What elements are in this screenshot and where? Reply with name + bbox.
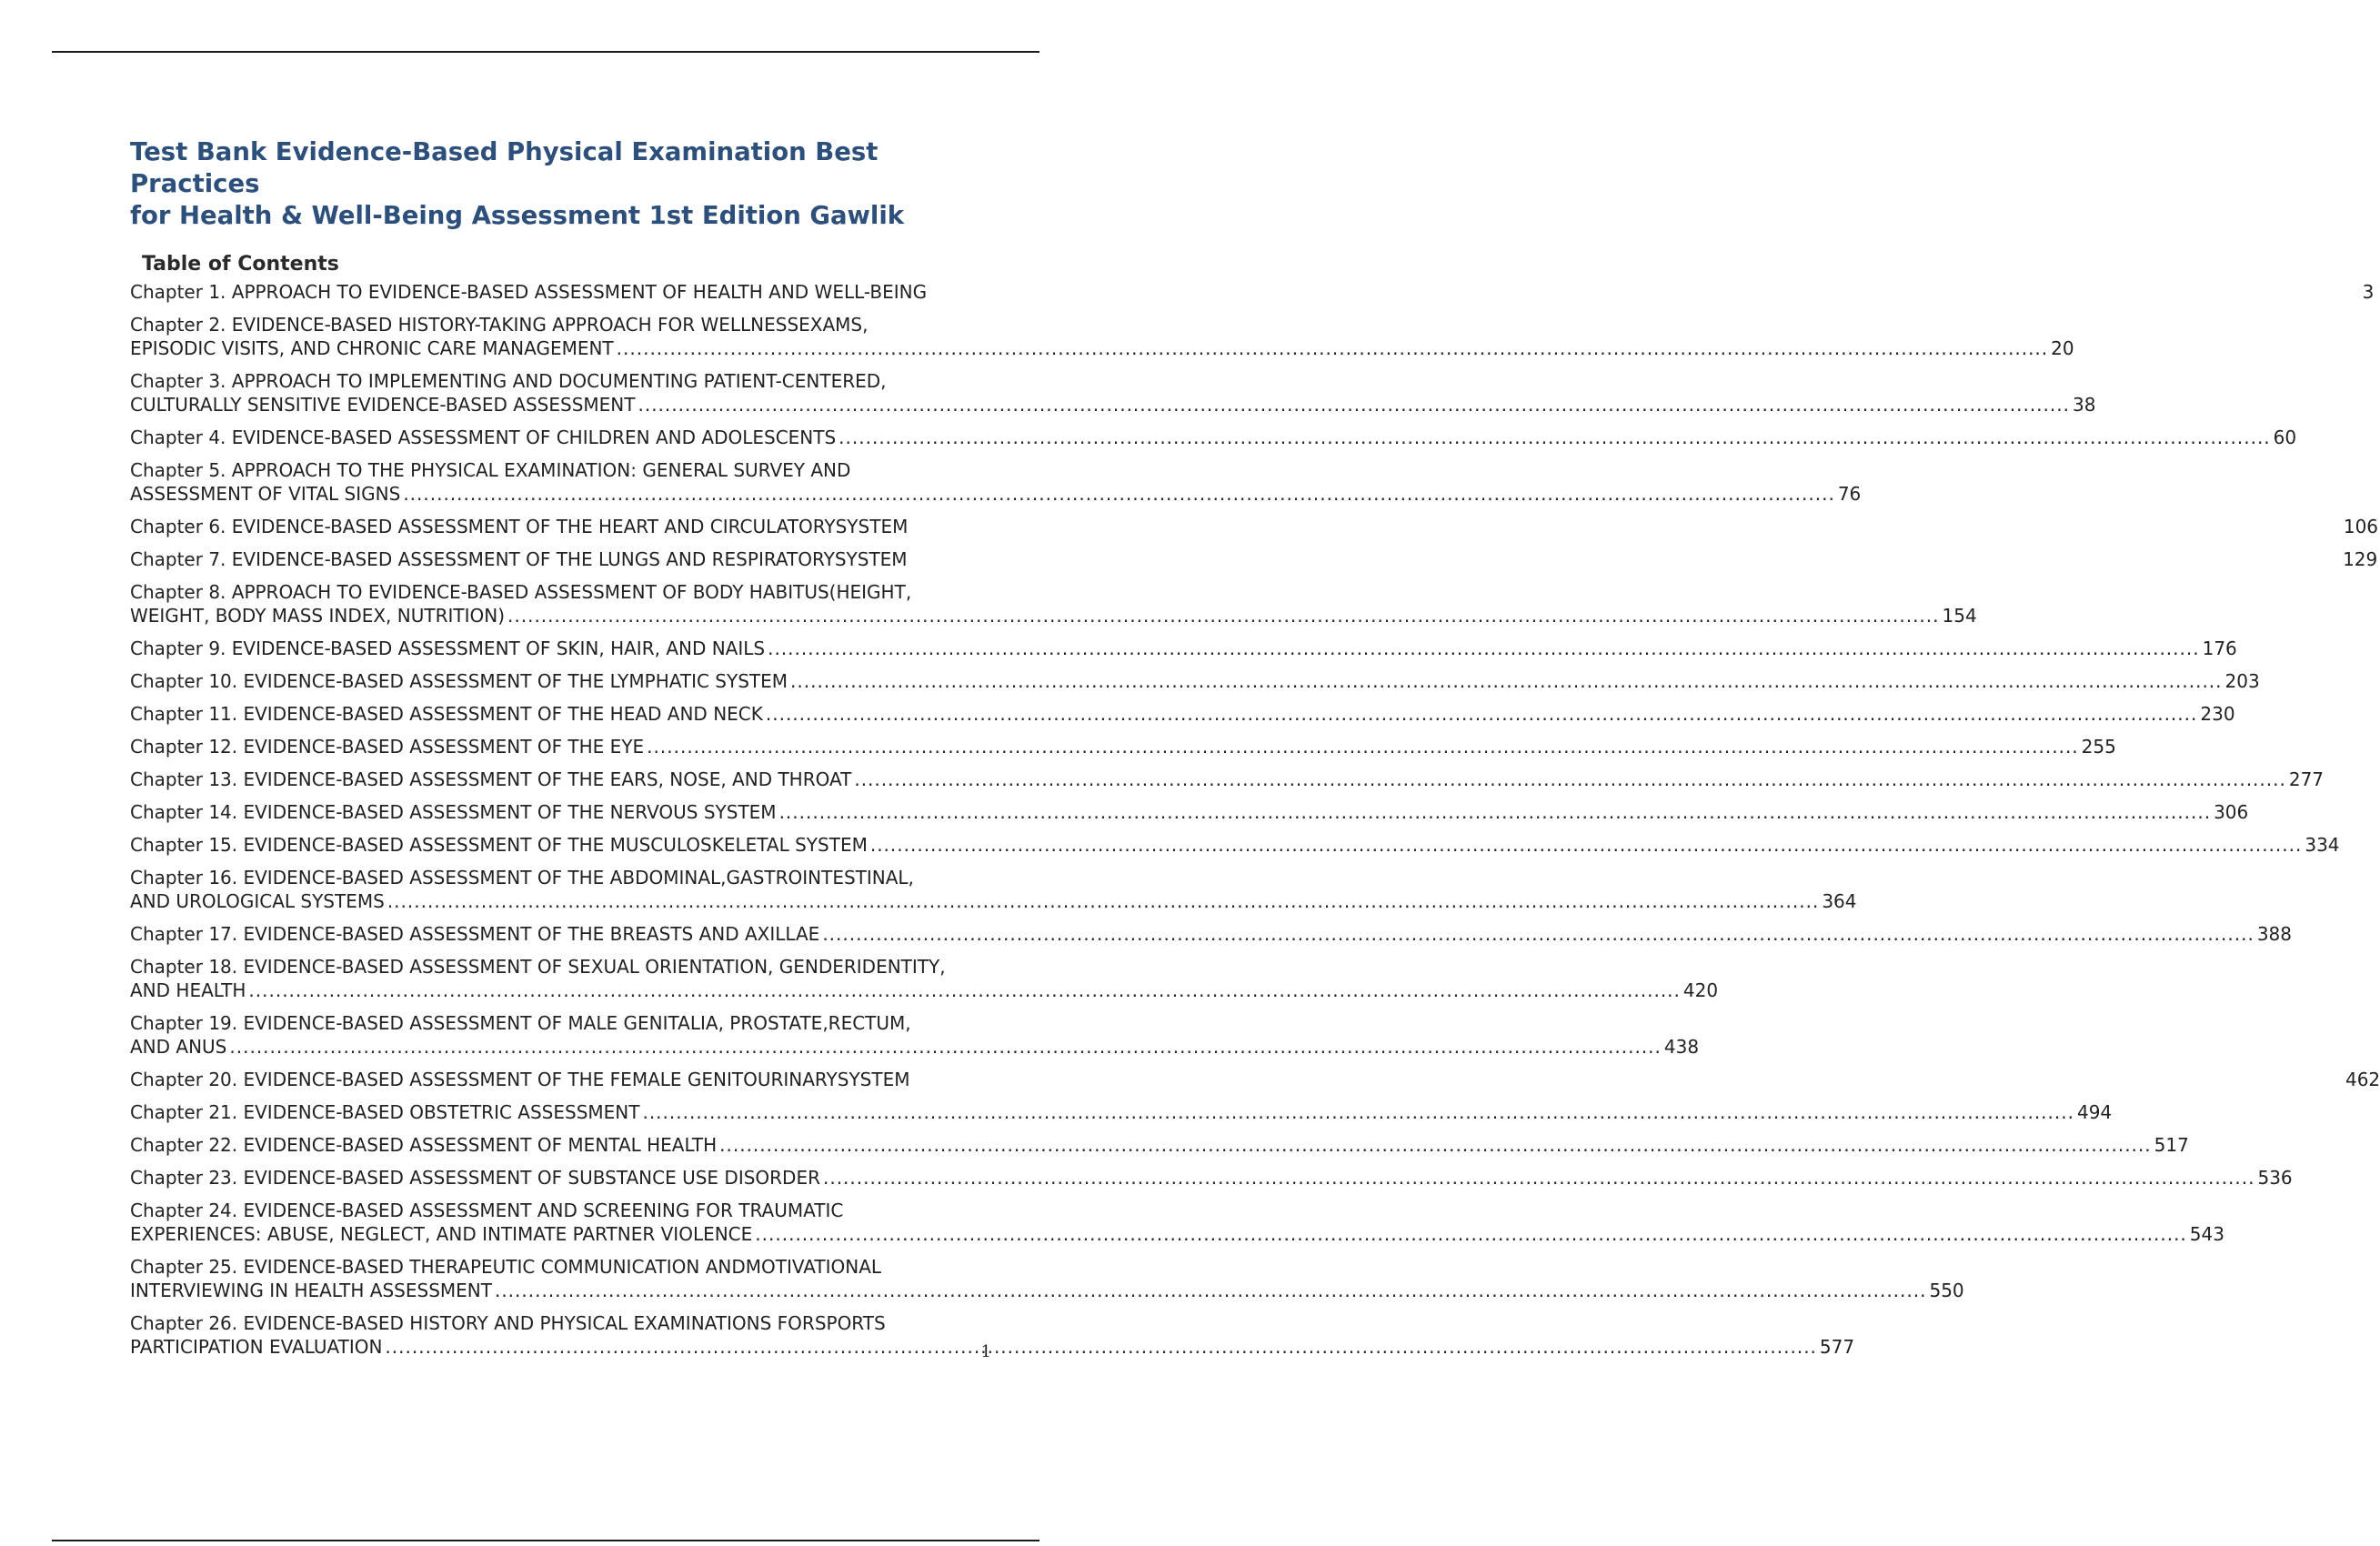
- toc-entry-text: Chapter 26. EVIDENCE-BASED HISTORY AND PHYSICAL EXAMINATIONS FORSPORTS: [130, 1312, 886, 1334]
- toc-dot-leader: [647, 735, 2079, 758]
- toc-entry-row: [130, 604, 1977, 627]
- toc-dot-leader: [385, 1335, 1817, 1359]
- toc-entry[interactable]: [130, 1255, 1964, 1302]
- toc-entry-row: [130, 833, 2340, 857]
- toc-entry[interactable]: [130, 1100, 2113, 1124]
- toc-entry-row: [130, 637, 2237, 660]
- toc-entry[interactable]: [130, 580, 1977, 627]
- toc-dot-leader: [822, 922, 2254, 946]
- toc-page-number: 277: [2288, 768, 2325, 790]
- toc-entry-text: ASSESSMENT OF VITAL SIGNS: [130, 483, 401, 505]
- toc-dot-leader: [229, 1035, 1662, 1059]
- toc-entry-text: Chapter 16. EVIDENCE-BASED ASSESSMENT OF THE ABDOMINAL,GASTROINTESTINAL,: [130, 867, 914, 888]
- toc-entry-text: Chapter 19. EVIDENCE-BASED ASSESSMENT OF MALE GENITALIA, PROSTATE,RECTUM,: [130, 1012, 911, 1034]
- toc-entry[interactable]: [130, 922, 2293, 946]
- toc-dot-leader: [768, 637, 2200, 660]
- toc-entry-text: INTERVIEWING IN HEALTH ASSESSMENT: [130, 1280, 492, 1301]
- toc-page-number: 203: [2224, 670, 2260, 692]
- document-body: [130, 136, 2380, 1368]
- toc-page-number: 550: [1929, 1280, 1964, 1301]
- toc-entry-row: [130, 768, 2325, 791]
- toc-entry-row: [130, 922, 2293, 946]
- page-number: 1: [980, 1342, 991, 1361]
- toc-entry-text: Chapter 12. EVIDENCE-BASED ASSESSMENT OF THE EYE: [130, 736, 645, 758]
- toc-entry[interactable]: [130, 1311, 1855, 1359]
- toc-entry-row: [130, 1100, 2113, 1124]
- toc-dot-leader: [507, 604, 1940, 627]
- toc-heading: Table of Contents: [142, 253, 339, 276]
- toc-entry[interactable]: [130, 458, 1862, 506]
- toc-entry[interactable]: [130, 637, 2237, 660]
- toc-page-number: 106: [2343, 516, 2379, 537]
- toc-entry-row: [130, 1335, 1855, 1359]
- toc-entry-row: [130, 800, 2249, 824]
- toc-entry-text: Chapter 25. EVIDENCE-BASED THERAPEUTIC COMMUNICATION ANDMOTIVATIONAL: [130, 1256, 882, 1278]
- toc-page-number: 60: [2273, 427, 2297, 448]
- toc-page-number: 438: [1663, 1036, 1700, 1058]
- toc-dot-leader: [854, 768, 2286, 791]
- toc-entry-text: EXPERIENCES: ABUSE, NEGLECT, AND INTIMATE PARTNER VIOLENCE: [130, 1223, 753, 1245]
- toc-entry-text: Chapter 24. EVIDENCE-BASED ASSESSMENT AND SCREENING FOR TRAUMATIC: [130, 1200, 844, 1221]
- toc-entry-text: Chapter 15. EVIDENCE-BASED ASSESSMENT OF THE MUSCULOSKELETAL SYSTEM: [130, 834, 868, 856]
- toc-entry[interactable]: [130, 833, 2340, 857]
- toc-entry[interactable]: [130, 1166, 2293, 1190]
- toc-dot-leader: [755, 1222, 2187, 1246]
- toc-page-number: 129: [2343, 548, 2378, 570]
- toc-page-number: 388: [2256, 923, 2293, 945]
- toc-entry[interactable]: [130, 768, 2325, 791]
- toc-entry-text: Chapter 18. EVIDENCE-BASED ASSESSMENT OF SEXUAL ORIENTATION, GENDERIDENTITY,: [130, 956, 946, 978]
- toc-page-number: 334: [2305, 834, 2340, 856]
- toc-entry-row: [130, 889, 1857, 913]
- toc-entry[interactable]: [130, 702, 2235, 726]
- toc-entry-text: Chapter 22. EVIDENCE-BASED ASSESSMENT OF MENTAL HEALTH: [130, 1134, 718, 1156]
- toc-entry-row: [130, 482, 1862, 506]
- toc-entry-row: [130, 547, 2378, 571]
- toc-dot-leader: [719, 1133, 2152, 1157]
- toc-entry[interactable]: [130, 313, 2074, 360]
- toc-entry-text: Chapter 6. EVIDENCE-BASED ASSESSMENT OF THE HEART AND CIRCULATORYSYSTEM: [130, 516, 909, 537]
- toc-page-number: 20: [2051, 337, 2074, 359]
- toc-entry[interactable]: [130, 1011, 1700, 1059]
- document-title: [130, 136, 991, 232]
- toc-dot-leader: [403, 482, 1835, 506]
- toc-entry-row: [130, 426, 2297, 449]
- toc-entry-row: [130, 669, 2260, 693]
- toc-entry-row: [130, 393, 2096, 417]
- toc-entry[interactable]: [130, 547, 2378, 571]
- toc-entry-text: AND ANUS: [130, 1036, 227, 1058]
- toc-page-number: 536: [2257, 1167, 2293, 1189]
- toc-page-number: 577: [1819, 1336, 1855, 1358]
- toc-page-number: 517: [2154, 1134, 2189, 1156]
- toc-page-number: 3: [2362, 281, 2375, 303]
- toc-entry[interactable]: [130, 669, 2260, 693]
- toc-entry-row: [130, 702, 2235, 726]
- toc-page-number: 76: [1837, 483, 1862, 505]
- toc-dot-leader: [387, 889, 1820, 913]
- toc-entry-text: Chapter 17. EVIDENCE-BASED ASSESSMENT OF THE BREASTS AND AXILLAE: [130, 923, 820, 945]
- toc-entry-text: Chapter 14. EVIDENCE-BASED ASSESSMENT OF THE NERVOUS SYSTEM: [130, 801, 777, 823]
- top-rule: [52, 51, 1039, 53]
- toc-entry-text: CULTURALLY SENSITIVE EVIDENCE-BASED ASSESSMENT: [130, 394, 636, 416]
- toc-entry[interactable]: [130, 800, 2249, 824]
- toc-entry-text: AND HEALTH: [130, 979, 246, 1001]
- toc-page-number: 543: [2189, 1223, 2224, 1245]
- toc-entry-row: [130, 336, 2074, 360]
- toc-entry[interactable]: [130, 1133, 2189, 1157]
- table-of-contents: [130, 280, 2380, 1359]
- toc-entry-text: EPISODIC VISITS, AND CHRONIC CARE MANAGEMENT: [130, 337, 614, 359]
- toc-entry[interactable]: [130, 735, 2116, 758]
- toc-entry[interactable]: [130, 426, 2297, 449]
- toc-entry-text: AND UROLOGICAL SYSTEMS: [130, 890, 385, 912]
- toc-page-number: 154: [1942, 605, 1977, 627]
- toc-dot-leader: [779, 800, 2212, 824]
- bottom-rule: [52, 1540, 1039, 1541]
- toc-dot-leader: [642, 1100, 2074, 1124]
- toc-entry-text: Chapter 21. EVIDENCE-BASED OBSTETRIC ASSESSMENT: [130, 1101, 640, 1123]
- toc-entry-text: Chapter 13. EVIDENCE-BASED ASSESSMENT OF THE EARS, NOSE, AND THROAT: [130, 768, 852, 790]
- toc-dot-leader: [839, 426, 2271, 449]
- toc-entry-text: Chapter 1. APPROACH TO EVIDENCE-BASED ASSESSMENT OF HEALTH AND WELL-BEING: [130, 281, 928, 303]
- toc-entry-row: [130, 515, 2379, 538]
- toc-entry[interactable]: [130, 955, 1719, 1002]
- toc-dot-leader: [617, 336, 2049, 360]
- toc-dot-leader: [766, 702, 2198, 726]
- toc-entry-text: WEIGHT, BODY MASS INDEX, NUTRITION): [130, 605, 506, 627]
- toc-entry-row: [130, 1133, 2189, 1157]
- toc-dot-leader: [790, 669, 2223, 693]
- toc-dot-leader: [870, 833, 2303, 857]
- toc-entry-text: Chapter 3. APPROACH TO IMPLEMENTING AND DOCUMENTING PATIENT-CENTERED,: [130, 370, 887, 392]
- toc-entry-row: [130, 1068, 2380, 1091]
- toc-entry-row: [130, 1222, 2224, 1246]
- toc-entry-text: Chapter 8. APPROACH TO EVIDENCE-BASED ASSESSMENT OF BODY HABITUS(HEIGHT,: [130, 581, 912, 603]
- title-line-1: Test Bank Evidence-Based Physical Examination Best Practices: [130, 137, 879, 198]
- toc-entry[interactable]: [130, 280, 2375, 304]
- toc-entry-text: Chapter 2. EVIDENCE-BASED HISTORY-TAKING APPROACH FOR WELLNESSEXAMS,: [130, 314, 869, 336]
- toc-entry-text: Chapter 11. EVIDENCE-BASED ASSESSMENT OF THE HEAD AND NECK: [130, 703, 763, 725]
- toc-entry-text: Chapter 4. EVIDENCE-BASED ASSESSMENT OF CHILDREN AND ADOLESCENTS: [130, 427, 837, 448]
- toc-page-number: 420: [1682, 979, 1719, 1001]
- toc-entry[interactable]: [130, 1199, 2224, 1246]
- toc-entry[interactable]: [130, 369, 2096, 417]
- toc-entry-text: Chapter 9. EVIDENCE-BASED ASSESSMENT OF SKIN, HAIR, AND NAILS: [130, 637, 766, 659]
- toc-page-number: 364: [1822, 890, 1857, 912]
- toc-dot-leader: [248, 979, 1681, 1002]
- toc-entry-text: Chapter 20. EVIDENCE-BASED ASSESSMENT OF THE FEMALE GENITOURINARYSYSTEM: [130, 1069, 910, 1090]
- toc-page-number: 230: [2200, 703, 2235, 725]
- toc-entry-row: [130, 280, 2375, 304]
- toc-entry[interactable]: [130, 866, 1857, 913]
- toc-entry-text: Chapter 23. EVIDENCE-BASED ASSESSMENT OF SUBSTANCE USE DISORDER: [130, 1167, 820, 1189]
- toc-dot-leader: [638, 393, 2070, 417]
- toc-entry-row: [130, 1166, 2293, 1190]
- toc-entry[interactable]: [130, 515, 2379, 538]
- toc-page-number: 255: [2081, 736, 2116, 758]
- toc-page-number: 462: [2345, 1069, 2380, 1090]
- toc-entry-row: [130, 1035, 1700, 1059]
- toc-entry[interactable]: [130, 1068, 2380, 1091]
- toc-entry-row: [130, 735, 2116, 758]
- toc-page-number: 494: [2076, 1101, 2113, 1123]
- toc-entry-text: Chapter 5. APPROACH TO THE PHYSICAL EXAMINATION: GENERAL SURVEY AND: [130, 459, 851, 481]
- toc-entry-row: [130, 1279, 1964, 1302]
- toc-page-number: 176: [2202, 637, 2237, 659]
- toc-entry-row: [130, 979, 1719, 1002]
- toc-entry-text: PARTICIPATION EVALUATION: [130, 1336, 383, 1358]
- toc-entry-text: Chapter 7. EVIDENCE-BASED ASSESSMENT OF THE LUNGS AND RESPIRATORYSYSTEM: [130, 548, 908, 570]
- toc-dot-leader: [495, 1279, 1927, 1302]
- toc-page-number: 38: [2072, 394, 2096, 416]
- toc-dot-leader: [823, 1166, 2255, 1190]
- title-line-2: for Health & Well-Being Assessment 1st Edition Gawlik: [130, 201, 905, 230]
- toc-page-number: 306: [2214, 801, 2249, 823]
- toc-entry-text: Chapter 10. EVIDENCE-BASED ASSESSMENT OF THE LYMPHATIC SYSTEM: [130, 670, 788, 692]
